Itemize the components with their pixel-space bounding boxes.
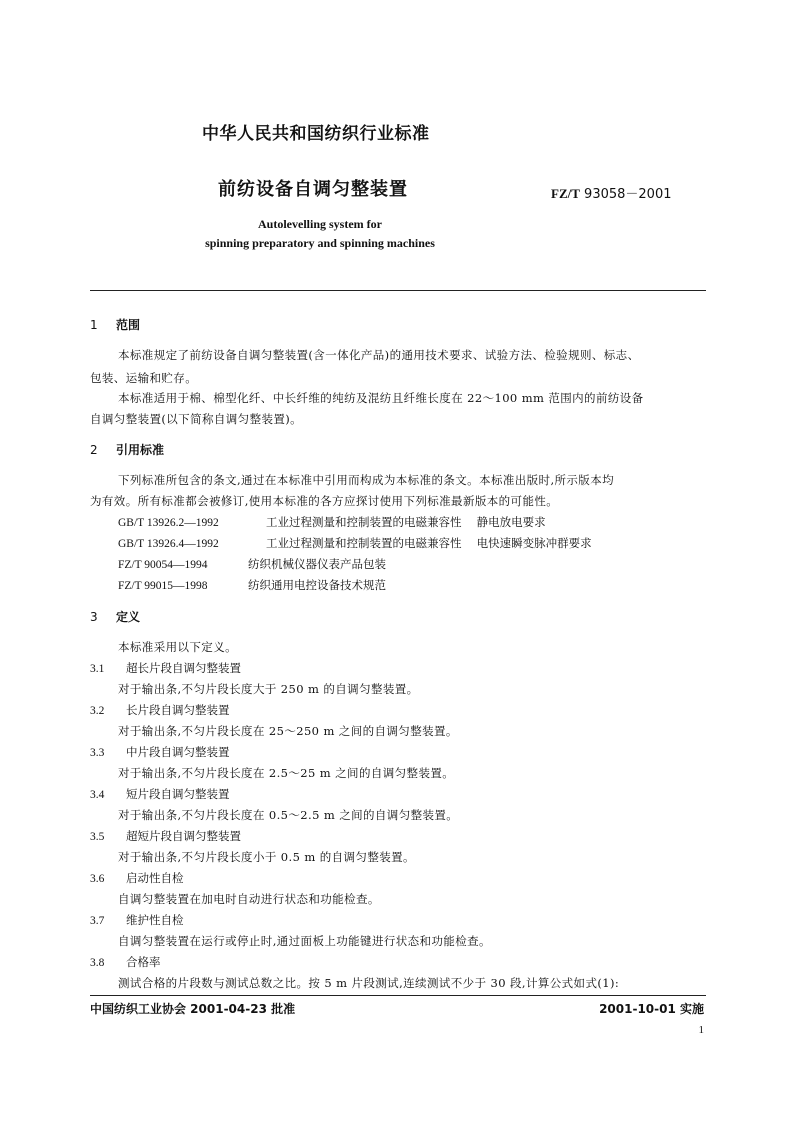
term-name: 超长片段自调匀整装置 — [126, 661, 241, 675]
reference-code: GB/T 13926.4—1992 — [118, 538, 219, 550]
section-2-heading — [90, 441, 164, 458]
standard-number — [551, 183, 672, 202]
approval-date: 中国纺织工业协会 2001-04-23 批准 — [90, 1002, 296, 1016]
reference-code: FZ/T 99015—1998 — [118, 580, 208, 592]
definition-text: 自调匀整装置在加电时自动进行状态和功能检查。 — [118, 892, 380, 906]
section-1-heading — [90, 316, 140, 333]
implementation-date: 2001-10-01 实施 — [599, 1002, 704, 1016]
definition-term — [90, 786, 230, 802]
clause-number: 3.8 — [90, 957, 105, 969]
definition-text: 对于输出条,不匀片段长度在 2.5～25 m 之间的自调匀整装置。 — [118, 766, 455, 780]
definition-term — [90, 828, 241, 844]
reference-title: 纺织通用电控设备技术规范 — [248, 578, 386, 592]
clause-number: 3.5 — [90, 831, 105, 843]
reference-title: 工业过程测量和控制装置的电磁兼容性 电快速瞬变脉冲群要求 — [266, 536, 592, 550]
definition-text: 对于输出条,不匀片段长度在 25～250 m 之间的自调匀整装置。 — [118, 724, 458, 738]
section-number: 2 — [90, 443, 98, 457]
definition-term — [90, 870, 184, 886]
english-title-line-1: Autolevelling system for — [258, 217, 382, 231]
term-name: 合格率 — [126, 955, 161, 969]
section-number: 1 — [90, 318, 98, 332]
reference-code: FZ/T 90054—1994 — [118, 559, 208, 571]
section-title: 范围 — [116, 318, 141, 332]
definition-term — [90, 702, 230, 718]
term-name: 短片段自调匀整装置 — [126, 787, 230, 801]
clause-number: 3.3 — [90, 747, 105, 759]
section-number: 3 — [90, 610, 98, 624]
page-number: 1 — [698, 1024, 704, 1036]
definition-term — [90, 912, 184, 928]
header-divider — [90, 290, 706, 291]
definition-term — [90, 954, 161, 970]
clause-number: 3.7 — [90, 915, 105, 927]
section-title: 引用标准 — [116, 443, 165, 457]
paragraph-continuation: 包装、运输和贮存。 — [90, 371, 198, 385]
document-title: 前纺设备自调匀整装置 — [218, 179, 408, 200]
paragraph: 本标准规定了前纺设备自调匀整装置(含一体化产品)的通用技术要求、试验方法、检验规则、标志、 — [118, 348, 640, 362]
standard-prefix: FZ/T — [551, 186, 580, 201]
clause-number: 3.6 — [90, 873, 105, 885]
clause-number: 3.1 — [90, 663, 105, 675]
issuing-body: 中华人民共和国纺织行业标准 — [202, 124, 430, 144]
section-3-heading — [90, 608, 140, 625]
definition-text: 对于输出条,不匀片段长度小于 0.5 m 的自调匀整装置。 — [118, 850, 415, 864]
reference-title: 纺织机械仪器仪表产品包装 — [248, 557, 386, 571]
reference-item — [118, 514, 546, 530]
paragraph: 下列标准所包含的条文,通过在本标准中引用而构成为本标准的条文。本标准出版时,所示版本均 — [118, 473, 615, 487]
definition-term — [90, 744, 230, 760]
paragraph: 本标准适用于棉、棉型化纤、中长纤维的纯纺及混纺且纤维长度在 22～100 mm 范围内的前纺设备 — [118, 391, 644, 405]
paragraph-continuation: 自调匀整装置(以下简称自调匀整装置)。 — [90, 412, 303, 426]
definition-text: 对于输出条,不匀片段长度大于 250 m 的自调匀整装置。 — [118, 682, 419, 696]
clause-number: 3.2 — [90, 705, 105, 717]
reference-item — [118, 535, 592, 551]
standard-code: 93058－2001 — [584, 187, 672, 202]
english-title-line-2: spinning preparatory and spinning machines — [205, 236, 435, 250]
clause-number: 3.4 — [90, 789, 105, 801]
term-name: 超短片段自调匀整装置 — [126, 829, 241, 843]
paragraph-continuation: 为有效。所有标准都会被修订,使用本标准的各方应探讨使用下列标准最新版本的可能性。 — [90, 494, 559, 508]
footer-divider — [90, 995, 706, 996]
definition-text: 测试合格的片段数与测试总数之比。按 5 m 片段测试,连续测试不少于 30 段,计算公式如式(1): — [118, 976, 620, 990]
reference-title: 工业过程测量和控制装置的电磁兼容性 静电放电要求 — [266, 515, 546, 529]
definition-text: 自调匀整装置在运行或停止时,通过面板上功能键进行状态和功能检查。 — [118, 934, 491, 948]
section-title: 定义 — [116, 610, 141, 624]
term-name: 长片段自调匀整装置 — [126, 703, 230, 717]
reference-code: GB/T 13926.2—1992 — [118, 517, 219, 529]
definition-text: 对于输出条,不匀片段长度在 0.5～2.5 m 之间的自调匀整装置。 — [118, 808, 459, 822]
reference-item — [118, 556, 386, 572]
definition-term — [90, 660, 241, 676]
paragraph: 本标准采用以下定义。 — [118, 640, 237, 654]
term-name: 启动性自检 — [126, 871, 184, 885]
term-name: 维护性自检 — [126, 913, 184, 927]
term-name: 中片段自调匀整装置 — [126, 745, 230, 759]
reference-item — [118, 577, 386, 593]
